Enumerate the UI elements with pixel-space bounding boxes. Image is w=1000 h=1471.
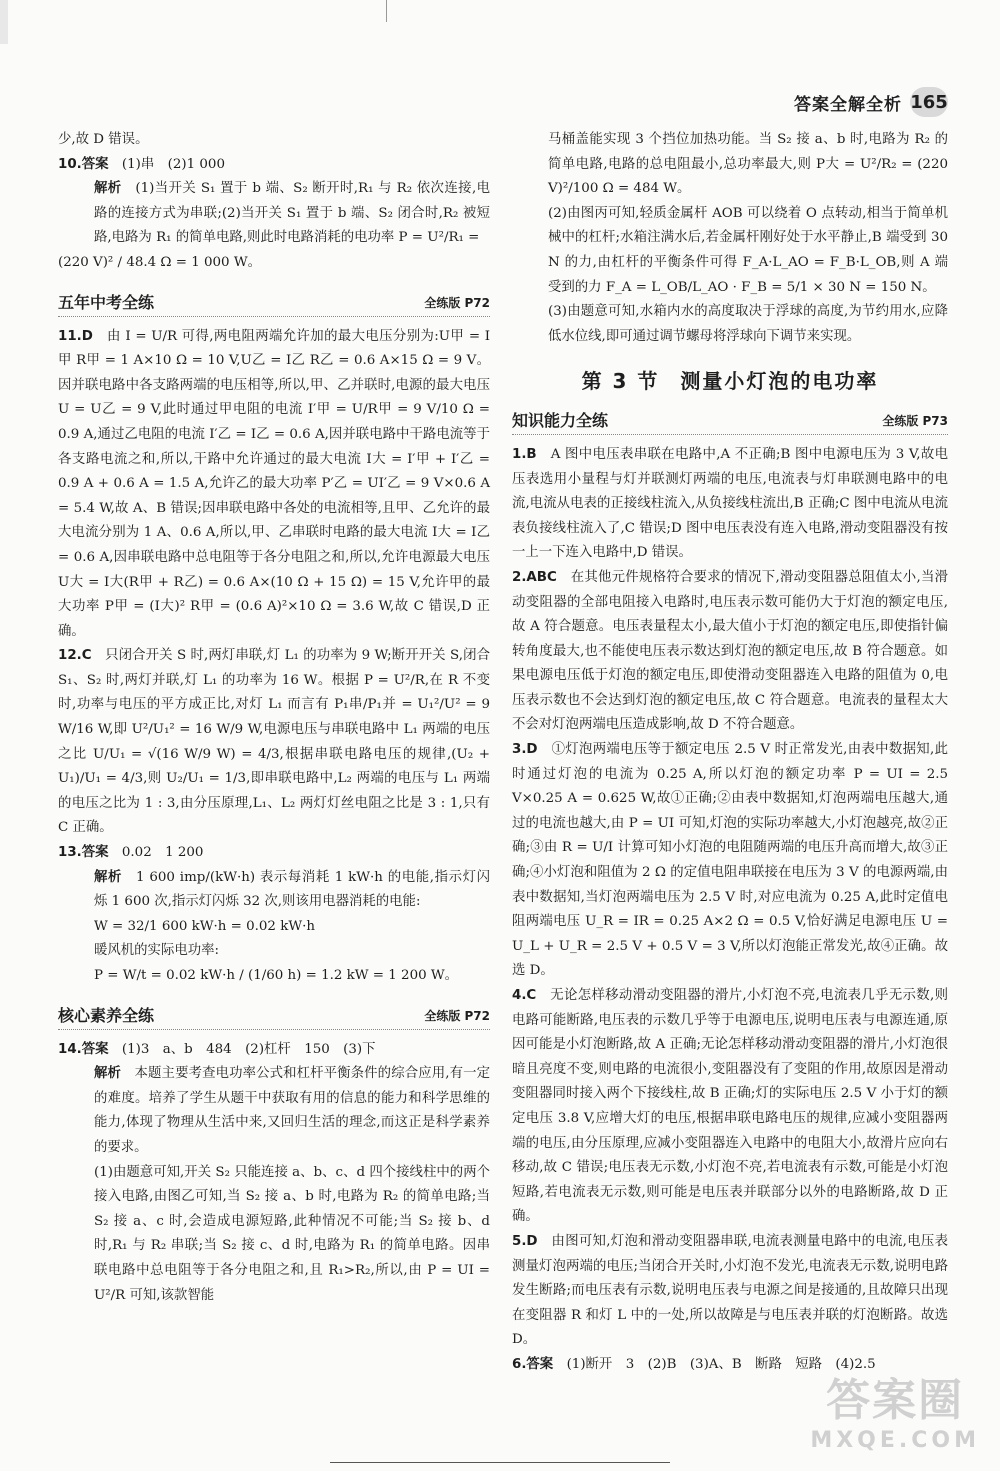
page-number: 165 [910,87,948,117]
text-13-heater: 暖风机的实际电功率: [94,943,220,959]
answer-6: 6.答案 (1)断开 3 (2)B (3)A、B 断路 短路 (4)2.5 [512,1356,876,1372]
question-5: 5.D 由图可知,灯泡和滑动变阻器串联,电流表测量电路中的电流,电压表测量灯泡两端的电压;当闭合开关时,小灯泡不发光,电流表无示数,说明电路发生断路;而电压表有示数,说明电压表与电源之间是接通的,且故障只出现在变阻器 R 和灯 L 中的一处,所以故障是与电压表并联的灯泡断路。故选 D。 [512,1233,948,1348]
chapter-number: 第 3 节 [581,369,660,394]
section-title: 知识能力全练 [512,411,609,431]
section-page-ref: 全练版 P72 [424,1009,490,1023]
question-tag: 5.D [512,1233,538,1249]
question-tag: 13.答案 [58,845,109,861]
analysis-14-part3: (3)由题意可知,水箱内水的高度取决于浮球的高度,为节约用水,应降低水位线,即可通过调节螺母将浮球向下调节来实现。 [548,304,948,344]
question-tag: 10.答案 [58,156,109,172]
section-title: 五年中考全练 [58,292,155,312]
formula-13-w: W = 32/1 600 kW·h = 0.02 kW·h [94,918,315,934]
section-page-ref: 全练版 P72 [424,295,490,310]
watermark [810,1364,980,1453]
answer-13: 13.答案 0.02 1 200 [58,845,204,861]
question-11: 11.D 由 I = U/R 可得,两电阻两端允许加的最大电压分别为:U甲 = I甲 R甲 = 1 A×10 Ω = 10 V,U乙 = I乙 R乙 = 0.6 A×15 Ω = 9 V。因并联电路中各支路两端的电压相等,所以,甲、乙并联时,电源的最大电压 U = U乙 = 9 V,此时通过甲电阻的电流 I′甲 = U/R甲 = 9 V/10 Ω = 0.9 A,通过乙电阻的电流 I′乙 = I乙 = 0.6 A,因并联电路中干路电流等于各支路电流之和,所以,干路中允许通过的最大电流 I大 = I′甲 + I′乙 = 0.9 A + 0.6 A = 1.5 A,允许乙的最大功率 P′乙 = UI′乙 = 9 V×0.6 A = 5.4 W,故 A、B 错误;因串联电路中各处的电流相等,且甲、乙允许的最大电流分别为 1 A、0.6 A,所以,甲、乙串联时电路的最大电流 I大 = I乙 = 0.6 A,因串联电路中总电阻等于各分电阻之和,所以,允许电源最大电压 U大 = I大(R甲 + R乙) = 0.6 A×(10 Ω + 15 Ω) = 15 V,允许甲的最大功率 P甲 = (I大)² R甲 = (0.6 A)²×10 Ω = 3.6 W,故 C 错误,D 正确。 [58,328,490,639]
crop-mark [386,0,387,22]
chapter-heading [512,369,948,394]
section-knowledge [512,408,948,435]
analysis-14-part1: (1)由题意可知,开关 S₂ 只能连接 a、b、c、d 四个接线柱中的两个接入电路,由图乙可知,当 S₂ 接 a、b 时,电路为 R₂ 的简单电路;当 S₂ 接 a、c 时,会造成电源短路,此种情况不可能;当 S₂ 接 b、d 时,R₁ 与 R₂ 串联;当 S₂ 接 c、d 时,电路为 R₁ 的简单电路。因串联电路中总电阻等于各分电阻之和,且 R₁>R₂,所以,由 P = UI = U²/R 可知,该款智能 [94,1164,490,1303]
answer-14: 14.答案 (1)3 a、b 484 (2)杠杆 150 (3)下 [58,1041,376,1057]
question-tag: 2.ABC [512,569,557,585]
section-five-year [58,290,490,317]
question-tag: 解析 [94,869,122,885]
formula-13-p: P = W/t = 0.02 kW·h / (1/60 h) = 1.2 kW = 1 200 W。 [94,968,459,983]
page-binding-edge [0,0,8,44]
question-tag: 解析 [94,1066,122,1082]
page-header [794,84,948,120]
question-3: 3.D ①灯泡两端电压等于额定电压 2.5 V 时正常发光,由表中数据知,此时通过灯泡的电流为 0.25 A,所以灯泡的额定功率 P = UI = 2.5 V×0.25 A = 0.625 W,故①正确;②由表中数据知,灯泡两端电压越大,通过的电流也越大,由 P = UI 可知,灯泡的实际功率越大,小灯泡越亮,故②正确;③由 R = U/I 计算可知小灯泡的电阻随两端的电压升高而增大,故③正确;④小灯泡和阻值为 2 Ω 的定值电阻串联接在电压为 3 V 的电源两端,由表中数据知,当灯泡两端电压为 2.5 V 时,对应电流为 0.25 A,此时定值电阻两端电压 U_R = IR = 0.25 A×2 Ω = 0.5 V,恰好满足电源电压 U = U_L + U_R = 2.5 V + 0.5 V = 3 V,所以灯泡能正常发光,故④正确。故选 D。 [512,742,948,979]
header-title: 答案全解全析 [794,94,902,115]
footer-rule [330,1462,670,1463]
question-2: 2.ABC 在其他元件规格符合要求的情况下,滑动变阻器总阻值太小,当滑动变阻器的全部电阻接入电路时,电压表示数可能仍大于灯泡的额定电压,故 A 符合题意。电压表量程太小,最大值小于灯泡的额定电压,即使指针偏转角度最大,也不能使电压表示数达到灯泡的额定电压,故 B 符合题意。如果电源电压低于灯泡的额定电压,即使滑动变阻器连入电路的阻值为 0,电压表示数也不会达到灯泡的额定电压,故 C 符合题意。电流表的量程太大不会对灯泡两端电压造成影响,故 D 不符合题意。 [512,569,948,733]
analysis-14-part2: (2)由图丙可知,轻质金属杆 AOB 可以绕着 O 点转动,相当于简单机械中的杠杆;水箱注满水后,若金属杆刚好处于水平静止,B 端受到 30 N 的力,由杠杆的平衡条件可得 F_A·L_AO = F_B·L_OB,则 A 端受到的力 F_A = L_OB/L_AO · F_B = 5/1 × 30 N = 150 N。 [548,205,948,295]
chapter-title: 测量小灯泡的电功率 [680,369,879,394]
watermark-url: MXQE.COM [810,1428,980,1453]
question-tag: 1.B [512,446,537,462]
question-4: 4.C 无论怎样移动滑动变阻器的滑片,小灯泡不亮,电流表几乎无示数,则电路可能断路,电压表的示数几乎等于电源电压,说明电压表与电源连通,原因可能是小灯泡断路,故 A 正确;无论怎样移动滑动变阻器的滑片,小灯泡很暗且亮度不变,则电路的电流很小,变阻器没有了变阻的作用,故原因是滑动变阻器同时接入两个下接线柱,故 B 正确;灯的实际电压 2.5 V 小于灯的额定电压 3.8 V,应增大灯的电压,根据串联电路电压的规律,应减小变阻器两端的电压,由分压原理,应减小变阻器连入电路中的电阻大小,故滑片应向右移动,故 C 错误;电压表无示数,小灯泡不亮,若电流表有示数,可能是小灯泡短路,若电流表无示数,则可能是电压表并联部分以外的电路断路,故 D 正确。 [512,988,948,1225]
right-column [512,128,948,1378]
question-tag: 12.C [58,648,92,664]
analysis-10: 解析 (1)当开关 S₁ 置于 b 端、S₂ 断开时,R₁ 与 R₂ 依次连接,电路的连接方式为串联;(2)当开关 S₁ 置于 b 端、S₂ 闭合时,R₂ 被短路,电路为 R₁ 的简单电路,则此时电路消耗的电功率 P = U²/R₁ = [94,181,491,246]
section-core-literacy [58,1003,490,1030]
question-tag: 解析 [94,181,122,197]
question-tag: 6.答案 [512,1356,554,1372]
analysis-14-continued: 马桶盖能实现 3 个挡位加热功能。当 S₂ 接 a、b 时,电路为 R₂ 的简单电路,电路的总电阻最小,总功率最大,则 P大 = U²/R₂ = (220 V)²/100 Ω = 484 W。 [548,132,948,197]
formula-10: (220 V)² / 48.4 Ω = 1 000 W。 [58,254,261,270]
question-tag: 14.答案 [58,1041,109,1057]
scan-top-edge [0,0,1000,44]
question-tag: 4.C [512,988,537,1003]
question-12: 12.C 只闭合开关 S 时,两灯串联,灯 L₁ 的功率为 9 W;断开开关 S,闭合 S₁、S₂ 时,两灯并联,灯 L₁ 的功率为 16 W。根据 P = U²/R,在 R 不变时,功率与电压的平方成正比,对灯 L₁ 而言有 P₁串/P₁并 = U₁²/U² = 9 W/16 W,即 U²/U₁² = 16 W/9 W,电源电压与串联电路中 L₁ 两端的电压之比 U/U₁ = √(16 W/9 W) = 4/3,根据串联电路电压的规律,(U₂ + U₁)/U₁ = 4/3,则 U₂/U₁ = 1/3,即串联电路中,L₂ 两端的电压与 L₁ 两端的电压之比为 1 : 3,由分压原理,L₁、L₂ 两灯灯丝电阻之比是 3 : 1,只有 C 正确。 [58,648,490,836]
question-1: 1.B A 图中电压表串联在电路中,A 不正确;B 图中电源电压为 3 V,故电压表选用小量程与灯并联测灯两端的电压,电流表与灯串联测电路中的电流,电流从电表的正接线柱流入,从负接线柱流出,B 正确;C 图中电流从电流表负接线柱流入了,C 错误;D 图中电压表没有连入电路,滑动变阻器没有按一上一下连入电路中,D 错误。 [512,446,948,561]
watermark-logo-text: 答案圈 [826,1375,965,1426]
section-page-ref: 全练版 P73 [882,414,948,429]
left-column [58,128,490,1308]
question-tag: 3.D [512,742,538,758]
text-paragraph: 少,故 D 错误。 [58,132,149,147]
analysis-14: 解析 本题主要考查电功率公式和杠杆平衡条件的综合应用,有一定的难度。培养了学生从题干中获取有用的信息的能力和科学思维的能力,体现了物理从生活中来,又回归生活的理念,而这正是科学素养的要求。 [94,1066,491,1155]
answer-10: 10.答案 (1)串 (2)1 000 [58,156,225,172]
analysis-13: 解析 1 600 imp/(kW·h) 表示每消耗 1 kW·h 的电能,指示灯闪烁 1 600 次,指示灯闪烁 32 次,则该用电器消耗的电能: [94,869,491,910]
question-tag: 11.D [58,328,93,344]
section-title: 核心素养全练 [58,1006,155,1025]
